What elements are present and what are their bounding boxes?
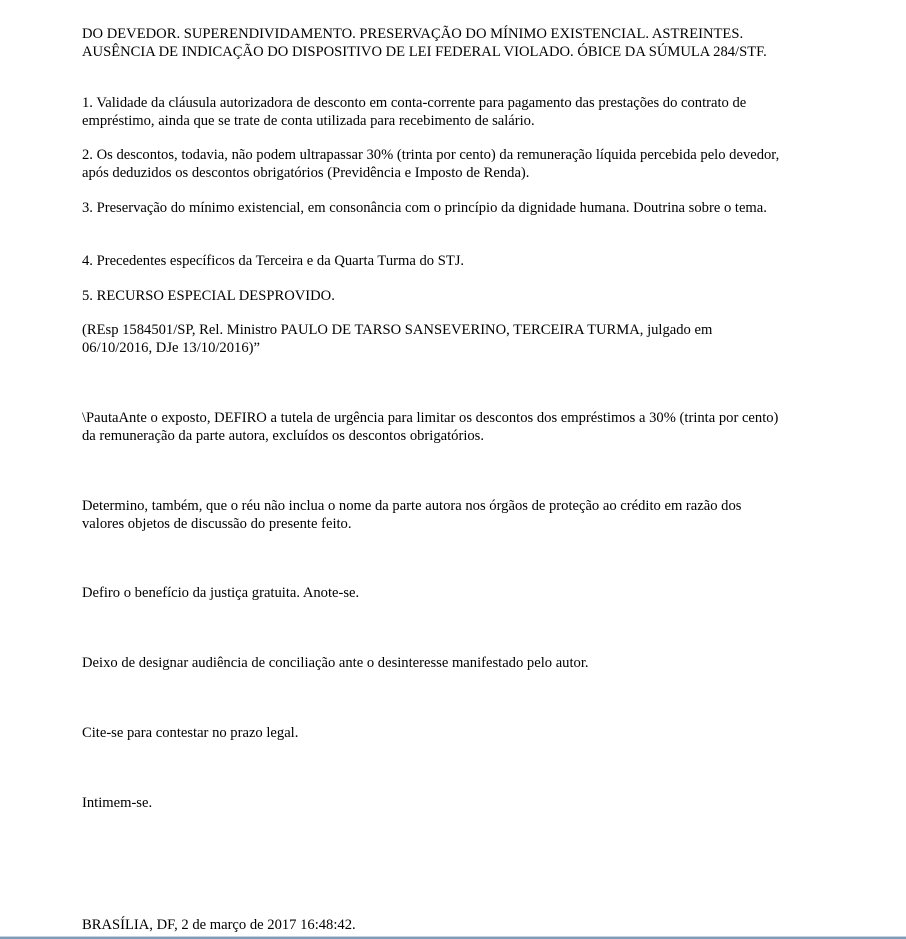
ementa-item-2: 2. Os descontos, todavia, não podem ultrapassar 30% (trinta por cento) da remuneração líquida percebida pelo devedor, após deduzidos os descontos obrigatórios (Previdência e Imposto de Renda). bbox=[82, 147, 780, 181]
summons-paragraph: Cite-se para contestar no prazo legal. bbox=[82, 725, 299, 741]
jurisprudence-citation: (REsp 1584501/SP, Rel. Ministro PAULO DE TARSO SANSEVERINO, TERCEIRA TURMA, julgado em 06/10/2016, DJe 13/10/2016)” bbox=[82, 322, 713, 356]
ementa-item-5: 5. RECURSO ESPECIAL DESPROVIDO. bbox=[82, 288, 335, 304]
ementa-item-4: 4. Precedentes específicos da Terceira e da Quarta Turma do STJ. bbox=[82, 253, 465, 269]
conciliation-paragraph: Deixo de designar audiência de conciliação ante o desinteresse manifestado pelo autor. bbox=[82, 655, 589, 671]
ementa-continuation: DO DEVEDOR. SUPERENDIVIDAMENTO. PRESERVAÇÃO DO MÍNIMO EXISTENCIAL. ASTREINTES. AUSÊNCIA DE INDICAÇÃO DO DISPOSITIVO DE LEI FEDERAL VIOLADO. ÓBICE DA SÚMULA 284/STF. bbox=[82, 26, 767, 60]
determination-paragraph: Determino, também, que o réu não inclua o nome da parte autora nos órgãos de proteção ao crédito em razão dos valores objetos de discussão do presente feito. bbox=[82, 498, 742, 532]
date-line: BRASÍLIA, DF, 2 de março de 2017 16:48:42. bbox=[82, 917, 356, 933]
decision-paragraph: \PautaAnte o exposto, DEFIRO a tutela de urgência para limitar os descontos dos empréstimos a 30% (trinta por cento) da remuneração da parte autora, excluídos os descontos obrigatórios. bbox=[82, 410, 779, 444]
gratuity-paragraph: Defiro o benefício da justiça gratuita. Anote-se. bbox=[82, 585, 360, 601]
notify-paragraph: Intimem-se. bbox=[82, 795, 153, 811]
ementa-item-1: 1. Validade da cláusula autorizadora de desconto em conta-corrente para pagamento das prestações do contrato de empréstimo, ainda que se trate de conta utilizada para recebimento de salário. bbox=[82, 95, 747, 129]
ementa-item-3: 3. Preservação do mínimo existencial, em consonância com o princípio da dignidade humana. Doutrina sobre o tema. bbox=[82, 200, 767, 216]
